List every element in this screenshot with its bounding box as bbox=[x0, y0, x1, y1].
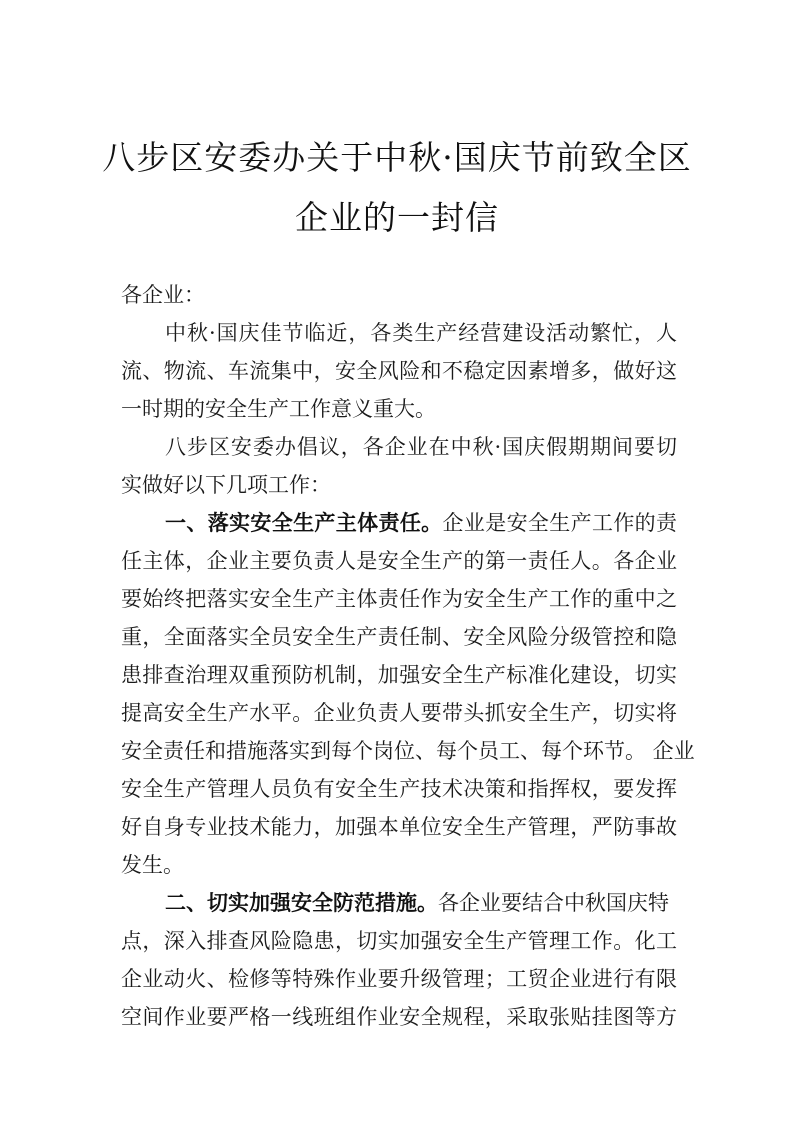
section-2-first-line bbox=[165, 888, 677, 918]
section-2-heading: 二、切实加强安全防范措施。 bbox=[165, 891, 438, 915]
paragraph-line: 安全责任和措施落实到每个岗位、每个员工、每个环节。 企业 bbox=[121, 739, 695, 763]
paragraph-line: 空间作业要严格一线班组作业安全规程，采取张贴挂图等方 bbox=[121, 1005, 677, 1029]
paragraph-line: 安全生产管理人员负有安全生产技术决策和指挥权，要发挥 bbox=[121, 777, 677, 801]
paragraph-line: 患排查治理双重预防机制，加强安全生产标准化建设，切实 bbox=[121, 663, 677, 687]
section-1-first-line bbox=[165, 508, 677, 538]
paragraph-line: 中秋·国庆佳节临近，各类生产经营建设活动繁忙，人 bbox=[165, 321, 677, 345]
paragraph-line: 要始终把落实安全生产主体责任作为安全生产工作的重中之 bbox=[121, 587, 677, 611]
paragraph-line: 企业动火、检修等特殊作业要升级管理；工贸企业进行有限 bbox=[121, 967, 677, 991]
paragraph-line: 任主体，企业主要负责人是安全生产的第一责任人。各企业 bbox=[121, 549, 677, 573]
paragraph-line: 一时期的安全生产工作意义重大。 bbox=[121, 397, 436, 421]
paragraph-line: 八步区安委办倡议，各企业在中秋·国庆假期期间要切 bbox=[165, 435, 677, 459]
paragraph-line: 发生。 bbox=[121, 853, 184, 877]
paragraph-line: 好自身专业技术能力，加强本单位安全生产管理，严防事故 bbox=[121, 815, 677, 839]
document-title-line-2: 企业的一封信 bbox=[295, 198, 499, 237]
paragraph-line: 提高安全生产水平。企业负责人要带头抓安全生产，切实将 bbox=[121, 701, 677, 725]
paragraph-line: 实做好以下几项工作： bbox=[121, 473, 331, 497]
paragraph-line: 重，全面落实全员安全生产责任制、安全风险分级管控和隐 bbox=[121, 625, 677, 649]
paragraph-line: 流、物流、车流集中，安全风险和不稳定因素增多，做好这 bbox=[121, 359, 677, 383]
section-1-heading: 一、落实安全生产主体责任。 bbox=[165, 511, 443, 535]
salutation: 各企业： bbox=[121, 283, 205, 307]
section-1-text: 企业是安全生产工作的责 bbox=[442, 511, 678, 535]
document-title-line-1: 八步区安委办关于中秋·国庆节前致全区 bbox=[102, 138, 692, 177]
paragraph-line: 点，深入排查风险隐患，切实加强安全生产管理工作。化工 bbox=[121, 929, 677, 953]
section-2-text: 各企业要结合中秋国庆特 bbox=[438, 891, 669, 915]
